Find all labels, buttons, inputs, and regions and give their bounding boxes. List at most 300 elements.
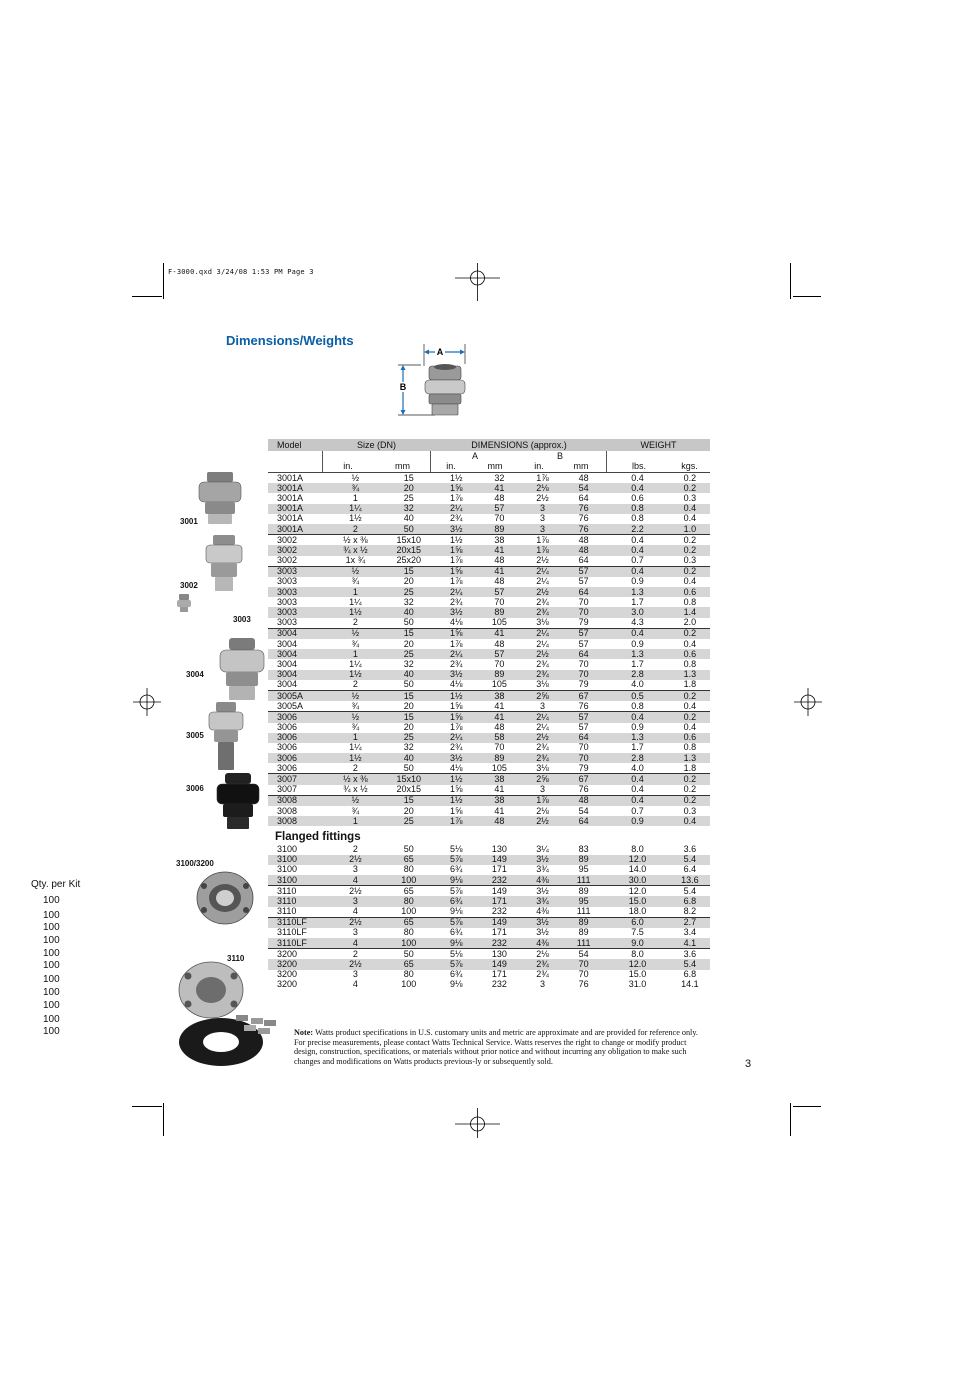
table-cell: 65 [403,959,414,970]
table-cell: 0.4 [683,722,697,733]
table-cell: ½ x ⅜ [343,534,368,545]
table-cell: 41 [494,544,505,555]
table-cell: ½ [351,472,360,483]
subheader-kgs: kgs. [681,461,698,471]
table-row [268,875,710,885]
table-row [268,628,710,639]
table-cell: 89 [494,752,505,763]
table-cell: 70 [578,669,589,680]
table-cell: 4.0 [631,679,644,690]
table-cell: 4⅜ [536,874,549,885]
table-row [268,907,710,917]
model-cell: 3006 [277,762,298,773]
table-cell: 0.6 [631,492,644,503]
table-cell: 89 [494,607,505,618]
table-row [268,928,710,938]
table-cell: 32 [403,596,414,607]
table-cell: 89 [578,927,589,938]
table-cell: 1.8 [683,679,697,690]
table-cell: 1⅞ [536,534,549,545]
table-cell: 76 [578,784,589,795]
table-cell: 1 [352,648,358,659]
table-cell: 149 [491,917,507,928]
qty-value: 100 [43,1026,60,1037]
table-cell: 0.4 [631,472,644,483]
table-cell: 80 [403,927,414,938]
model-cell: 3200 [277,969,298,980]
table-cell: 1½ [349,752,362,763]
subheader-lbs: lbs. [631,461,646,471]
table-cell: 0.7 [631,555,644,566]
table-cell: 70 [494,658,505,669]
table-cell: 57 [578,566,589,577]
table-cell: 64 [578,586,589,597]
table-cell: 57 [578,711,589,722]
qty-value: 100 [43,895,60,906]
product-image-3004 [217,638,267,700]
table-cell: 0.8 [631,513,644,524]
table-cell: 2 [352,762,358,773]
qty-value: 100 [43,948,60,959]
table-cell: 100 [401,906,417,917]
table-cell: 40 [403,752,414,763]
table-cell: 0.8 [631,700,644,711]
table-cell: 12.0 [628,959,647,970]
table-cell: 25 [403,732,414,743]
table-cell: 89 [578,885,589,896]
table-cell: 0.2 [683,795,697,806]
table-cell: 0.4 [683,576,697,587]
model-cell: 3200 [277,959,298,970]
model-cell: 3002 [277,544,298,555]
table-cell: 15 [403,690,414,701]
table-row [268,493,710,503]
file-slug: F-3000.qxd 3/24/08 1:53 PM Page 3 [168,268,314,276]
table-cell: 3½ [536,927,549,938]
model-cell: 3100 [277,843,298,854]
table-cell: 1⅝ [450,784,463,795]
table-row [268,556,710,566]
table-cell: 0.4 [631,544,644,555]
table-cell: 15.0 [628,895,647,906]
table-cell: 149 [491,885,507,896]
table-cell: 54 [578,482,589,493]
model-cell: 3003 [277,586,298,597]
table-cell: 2.2 [631,523,644,534]
table-cell: 3⅛ [536,679,549,690]
table-cell: 1½ [450,774,463,785]
table-cell: ½ [351,690,360,701]
table-cell: 232 [491,906,507,917]
label-3002: 3002 [180,581,198,590]
table-cell: 2½ [349,917,362,928]
table-cell: 5⅛ [450,948,463,959]
table-cell: 0.4 [683,503,697,514]
table-cell: 41 [494,711,505,722]
table-cell: 83 [578,843,589,854]
table-cell: 2¼ [450,586,463,597]
table-cell: ¾ [351,482,360,493]
label-b: B [399,382,407,392]
table-cell: 1 [352,586,358,597]
subheader-in: in. [343,461,353,471]
table-row [268,524,710,534]
crop-mark [163,1103,164,1136]
table-cell: 232 [491,874,507,885]
note [294,1028,710,1066]
table-cell: 0.9 [631,638,644,649]
table-cell: 1⅝ [450,805,463,816]
table-cell: 14.1 [681,979,699,990]
table-cell: 2 [352,523,358,534]
table-cell: 9⅛ [450,979,463,990]
table-cell: 12.0 [628,885,647,896]
table-row [268,639,710,649]
table-cell: 0.8 [683,596,697,607]
table-cell: 0.4 [631,482,644,493]
model-cell: 3005A [277,690,304,701]
model-cell: 3003 [277,607,298,618]
table-cell: 2⅛ [536,805,549,816]
table-cell: 89 [578,854,589,865]
table-row [268,597,710,607]
flanged-heading [268,826,710,844]
subheader-mm: mm [487,461,503,471]
table-cell: 2½ [536,555,549,566]
table-cell: 41 [494,566,505,577]
model-cell: 3001A [277,472,304,483]
table-header [268,439,710,451]
table-cell: 2¾ [450,513,463,524]
flanged-table-body [268,844,710,990]
table-cell: 48 [494,815,505,826]
table-cell: 6.8 [683,895,697,906]
qty-value: 100 [43,910,60,921]
table-cell: 5.4 [683,959,697,970]
table-cell: 0.2 [683,628,697,639]
model-cell: 3006 [277,711,298,722]
table-cell: 2¼ [536,711,549,722]
table-cell: 76 [578,700,589,711]
table-cell: 0.7 [631,805,644,816]
table-cell: 1½ [450,472,463,483]
table-cell: 3 [539,784,545,795]
table-cell: 2 [352,617,358,628]
note-text: Watts product specifications in U.S. customary units and metric are approximate and are provided for reference only. For precise measurements, please contact Watts Technical Service. Watts reserves the right to change or modify product design, construction, specifications, or materials without prior notice and without incurring any obligation to make such changes and modifications on Watts products previous-ly or subsequently sold. [294,1028,698,1066]
table-cell: 4⅛ [450,762,463,773]
table-cell: 5⅞ [450,854,463,865]
table-cell: 3½ [450,669,463,680]
table-cell: 25x20 [396,555,422,566]
table-cell: 0.2 [683,690,697,701]
table-row [268,566,710,577]
table-cell: 64 [578,648,589,659]
table-cell: 2⅛ [536,948,549,959]
table-cell: 20 [403,576,414,587]
table-cell: 32 [403,742,414,753]
table-cell: 0.2 [683,566,697,577]
header-size: Size (DN) [356,439,396,450]
table-cell: 0.3 [683,805,697,816]
table-cell: 111 [576,937,591,948]
table-cell: 40 [403,669,414,680]
table-cell: 65 [403,917,414,928]
table-row [268,680,710,690]
table-cell: 95 [578,864,589,875]
table-cell: ½ [351,566,360,577]
table-cell: ¾ [351,722,360,733]
table-cell: 1½ [349,513,362,524]
table-cell: 1¼ [349,742,362,753]
model-cell: 3006 [277,742,298,753]
table-cell: 3¾ [536,895,549,906]
table-cell: 1.7 [631,658,644,669]
label-3005: 3005 [186,731,204,740]
table-cell: 100 [401,874,417,885]
note-lead: Note: [294,1028,314,1037]
table-cell: 1.3 [631,648,644,659]
table-cell: 64 [578,555,589,566]
model-cell: 3110LF [277,917,307,928]
table-cell: 2.8 [631,669,644,680]
table-cell: ½ [351,711,360,722]
table-row [268,723,710,733]
registration-mark-top [450,263,505,303]
table-cell: 3⅛ [536,762,549,773]
table-cell: 2 [352,679,358,690]
table-cell: 48 [494,555,505,566]
table-cell: 4⅜ [536,906,549,917]
table-cell: 38 [494,534,505,545]
dimensions-table [268,439,710,990]
model-cell: 3004 [277,648,298,659]
model-cell: 3006 [277,722,298,733]
table-cell: 25 [403,648,414,659]
table-cell: 3 [539,700,545,711]
table-cell: 6¾ [450,927,463,938]
table-cell: 50 [403,843,414,854]
label-3001: 3001 [180,517,198,526]
table-row [268,587,710,597]
table-cell: 4.3 [631,617,644,628]
table-cell: 0.4 [631,628,644,639]
table-cell: 171 [491,895,507,906]
table-cell: 50 [403,523,414,534]
table-cell: 2¾ [450,742,463,753]
table-cell: 1⅝ [450,628,463,639]
table-cell: 3 [352,895,358,906]
table-cell: 4⅛ [450,617,463,628]
table-cell: 41 [494,700,505,711]
table-subheader [268,451,710,473]
table-cell: 89 [578,917,589,928]
table-cell: 0.2 [683,482,697,493]
table-cell: 111 [576,906,591,917]
table-cell: 105 [491,679,507,690]
table-cell: 32 [403,658,414,669]
table-cell: 171 [491,927,507,938]
table-cell: 2 [352,843,358,854]
table-cell: 232 [491,979,507,990]
table-row [268,763,710,773]
table-cell: ½ x ⅜ [343,774,368,785]
table-row [268,534,710,545]
table-cell: 2¾ [536,742,549,753]
table-cell: 20 [403,700,414,711]
table-cell: 38 [494,774,505,785]
table-cell: 2¼ [536,722,549,733]
model-cell: 3100 [277,854,298,865]
qty-value: 100 [43,974,60,985]
table-cell: 0.8 [683,742,697,753]
table-cell: 0.4 [631,784,644,795]
model-cell: 3008 [277,815,298,826]
table-row [268,844,710,854]
table-cell: 40 [403,513,414,524]
table-cell: 0.4 [631,711,644,722]
table-cell: 3½ [450,607,463,618]
table-cell: 70 [578,658,589,669]
table-row [268,701,710,711]
table-cell: 76 [578,979,589,990]
table-cell: 65 [403,854,414,865]
table-cell: 1 [352,815,358,826]
table-row [268,504,710,514]
table-row [268,577,710,587]
table-row [268,885,710,896]
table-cell: 0.6 [683,732,697,743]
table-cell: 38 [494,690,505,701]
subheader-b: B [556,451,563,461]
table-cell: 31.0 [628,979,647,990]
product-image-3005 [206,702,246,770]
model-cell: 3003 [277,617,298,628]
table-cell: 2¼ [536,576,549,587]
table-row [268,545,710,555]
table-row [268,607,710,617]
table-cell: 2½ [349,959,362,970]
table-cell: 3 [352,927,358,938]
table-cell: 3 [539,513,545,524]
table-cell: 80 [403,969,414,980]
table-cell: 3½ [536,885,549,896]
table-row [268,785,710,795]
table-cell: 50 [403,762,414,773]
table-cell: 6.4 [683,864,697,875]
table-cell: 76 [578,513,589,524]
table-cell: 32 [403,503,414,514]
table-cell: 15.0 [628,969,647,980]
model-cell: 3002 [277,534,298,545]
table-cell: 2¼ [450,732,463,743]
table-row [268,816,710,826]
table-cell: 57 [494,648,505,659]
table-cell: 41 [494,784,505,795]
model-cell: 3110LF [277,937,307,948]
table-cell: 3.4 [683,927,697,938]
label-3004: 3004 [186,670,204,679]
table-cell: 0.8 [631,503,644,514]
table-cell: 79 [578,762,589,773]
table-cell: 70 [578,607,589,618]
table-cell: 0.4 [631,534,644,545]
table-cell: 48 [494,576,505,587]
table-cell: 48 [494,638,505,649]
qty-value: 100 [43,987,60,998]
table-cell: 15 [403,711,414,722]
table-row [268,753,710,763]
table-cell: 2½ [536,586,549,597]
model-cell: 3006 [277,732,298,743]
crop-mark [790,1103,791,1136]
registration-mark-bottom [450,1108,505,1140]
model-cell: 3004 [277,628,298,639]
table-cell: 58 [494,732,505,743]
table-cell: 105 [491,617,507,628]
flanged-title: Flanged fittings [275,831,361,844]
table-cell: 1 [352,492,358,503]
table-cell: 4.1 [683,937,697,948]
table-cell: 100 [401,979,417,990]
subheader-mm: mm [573,461,589,471]
model-cell: 3004 [277,679,298,690]
table-cell: 0.4 [631,774,644,785]
table-cell: 232 [491,937,507,948]
table-cell: 0.6 [683,648,697,659]
table-cell: 67 [578,774,589,785]
table-cell: 20 [403,722,414,733]
table-row [268,690,710,701]
label-3100-3200: 3100/3200 [176,859,214,868]
header-dimensions: DIMENSIONS (approx.) [471,439,567,450]
table-cell: 70 [494,513,505,524]
label-3110: 3110 [227,954,245,963]
table-cell: 1.0 [683,523,697,534]
table-cell: 30.0 [628,874,647,885]
table-cell: 3.6 [683,843,697,854]
table-row [268,959,710,969]
table-cell: 0.2 [683,534,697,545]
table-cell: 2¾ [536,959,549,970]
table-row [268,733,710,743]
label-3006: 3006 [186,784,204,793]
model-cell: 3110 [277,885,297,896]
table-cell: 0.2 [683,774,697,785]
model-cell: 3007 [277,774,298,785]
table-cell: 50 [403,948,414,959]
crop-mark [790,263,791,299]
table-cell: 2½ [536,815,549,826]
table-cell: 64 [578,815,589,826]
table-cell: 2.0 [683,617,697,628]
model-cell: 3110 [277,906,297,917]
table-cell: 1⅞ [450,555,463,566]
table-cell: 3 [539,503,545,514]
table-cell: 5⅞ [450,885,463,896]
table-row [268,670,710,680]
table-cell: 1⅞ [450,638,463,649]
model-cell: 3004 [277,669,298,680]
crop-mark [132,296,162,297]
table-cell: 12.0 [628,854,647,865]
table-cell: 54 [578,948,589,959]
table-cell: 70 [578,596,589,607]
product-image-3002 [203,535,245,591]
table-cell: 20x15 [396,784,422,795]
table-cell: 3.6 [683,948,697,959]
table-cell: 25 [403,815,414,826]
table-cell: 2⅝ [536,774,549,785]
